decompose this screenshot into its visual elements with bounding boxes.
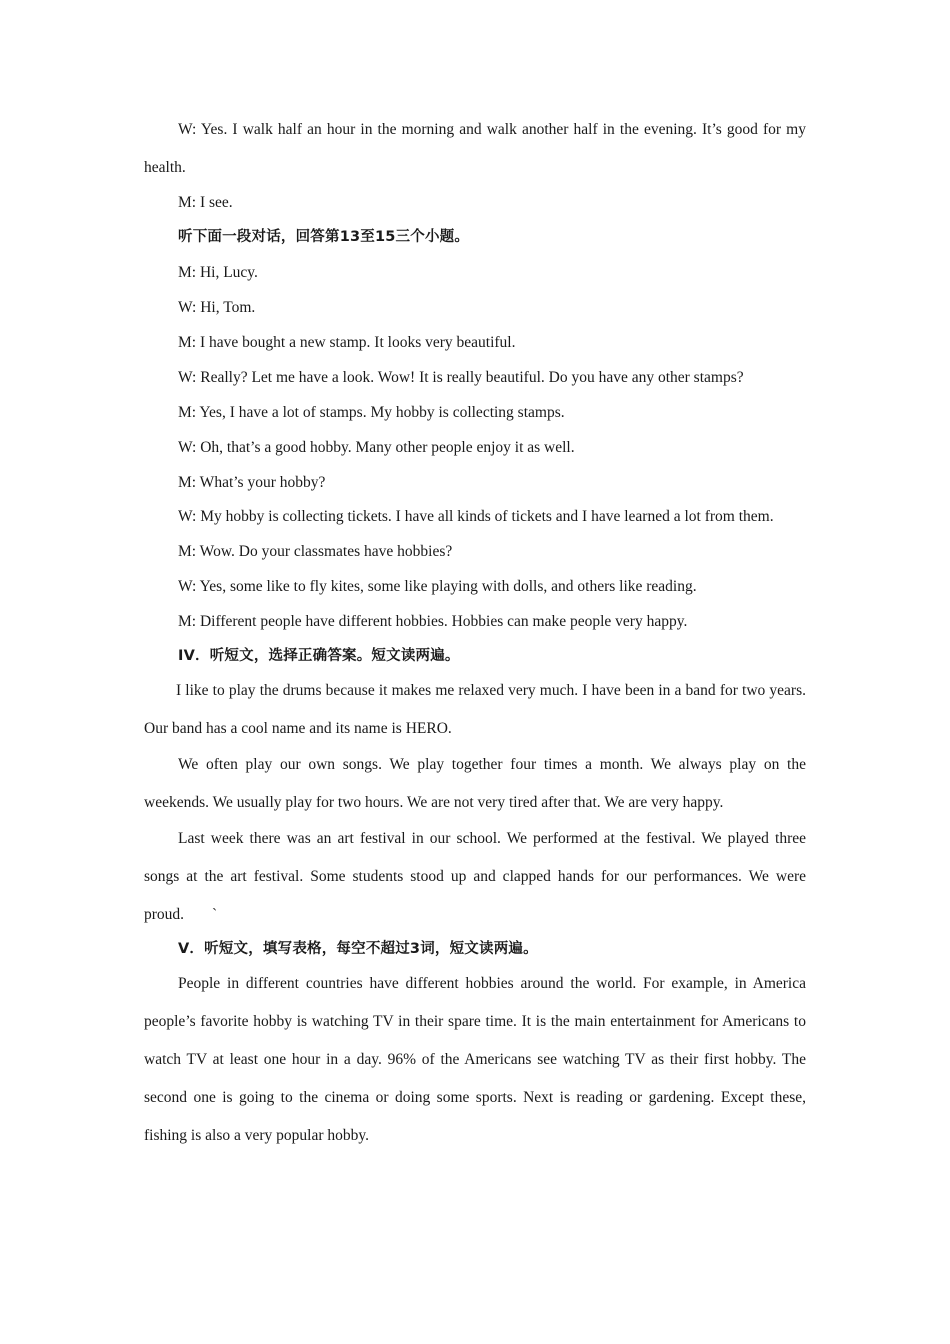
passage-paragraph-text: Last week there was an art festival in our school. We performed at the festival. We played three songs at the art festival. Some students stood up and clapped hands for our performances. We were proud. xyxy=(144,830,806,923)
passage-paragraph xyxy=(144,820,806,934)
dialogue-line: M: What’s your hobby? xyxy=(178,474,326,491)
dialogue-line: W: Yes, some like to fly kites, some like playing with dolls, and others like reading. xyxy=(178,578,697,595)
dialogue-line: W: Hi, Tom. xyxy=(178,299,256,316)
section-heading-iv: IV．听短文，选择正确答案。短文读两遍。 xyxy=(178,648,460,664)
dialogue-line: M: Different people have different hobbies. Hobbies can make people very happy. xyxy=(178,613,688,630)
passage-paragraph: I like to play the drums because it makes me relaxed very much. I have been in a band for two years. Our band has a cool name and its name is HERO. xyxy=(144,682,806,737)
dialogue-line: M: Wow. Do your classmates have hobbies? xyxy=(178,543,453,560)
document-page xyxy=(144,113,806,1153)
dialogue-line: M: Yes, I have a lot of stamps. My hobby is collecting stamps. xyxy=(178,404,565,421)
stray-mark: ` xyxy=(212,906,218,923)
passage-paragraph: People in different countries have different hobbies around the world. For example, in America people’s favorite hobby is watching TV in their spare time. It is the main entertainment for Americans to watch TV at least one hour in a day. 96% of the Americans see watching TV as their first hobby. The second one is going to the cinema or doing some sports. Next is reading or gardening. Except these, fishing is also a very popular hobby. xyxy=(144,975,806,1144)
section-heading-v: V．听短文，填写表格，每空不超过3词，短文读两遍。 xyxy=(178,941,538,957)
section-heading-dialogue-13-15: 听下面一段对话，回答第13至15三个小题。 xyxy=(178,229,470,245)
passage-paragraph: We often play our own songs. We play together four times a month. We always play on the weekends. We usually play for two hours. We are not very tired after that. We are very happy. xyxy=(144,756,806,811)
dialogue-line: M: I have bought a new stamp. It looks very beautiful. xyxy=(178,334,516,351)
dialogue-line: M: I see. xyxy=(178,194,233,211)
dialogue-line: W: My hobby is collecting tickets. I have all kinds of tickets and I have learned a lot from them. xyxy=(178,508,774,525)
dialogue-line: W: Yes. I walk half an hour in the morning and walk another half in the evening. It’s good for my health. xyxy=(144,121,806,176)
dialogue-line: W: Really? Let me have a look. Wow! It is really beautiful. Do you have any other stamps? xyxy=(178,369,744,386)
dialogue-line: W: Oh, that’s a good hobby. Many other people enjoy it as well. xyxy=(178,439,575,456)
dialogue-line: M: Hi, Lucy. xyxy=(178,264,258,281)
